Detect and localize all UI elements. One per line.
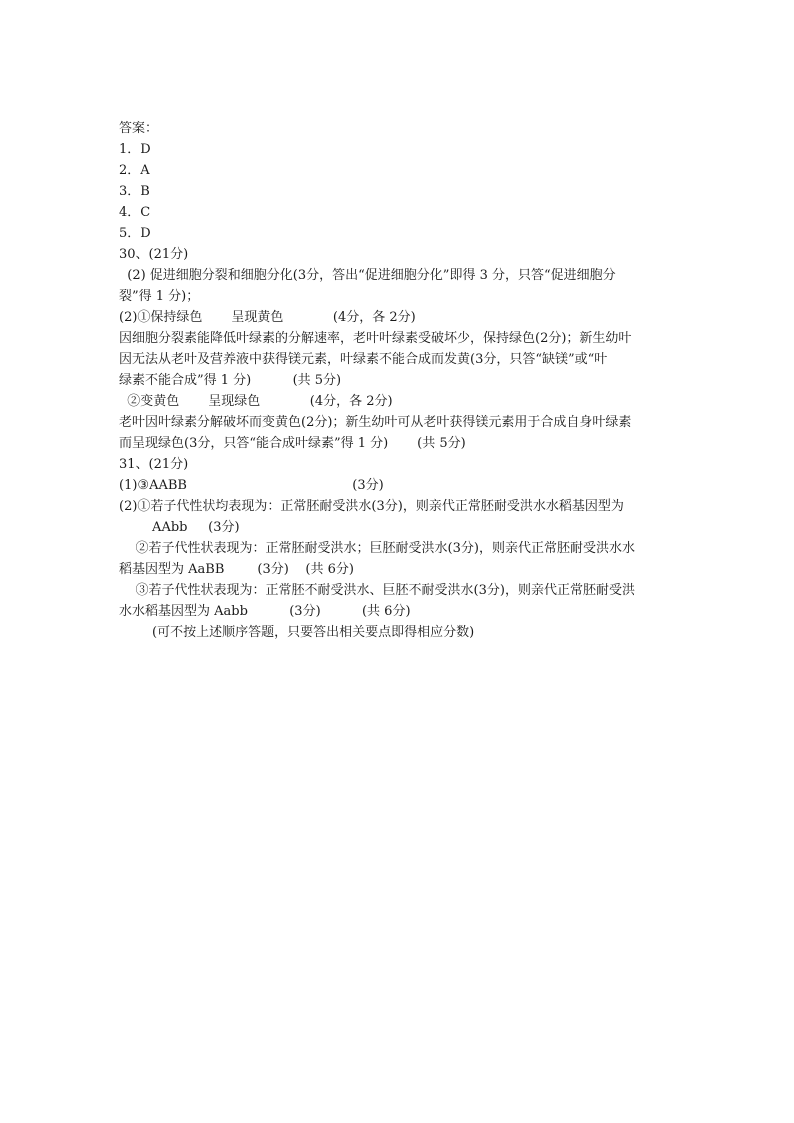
answer-line: 水水稻基因型为 Aabb (3分) (共 6分) <box>119 604 411 619</box>
question-heading: 30、(21分) <box>119 247 189 262</box>
answer-line: ②变黄色 呈现绿色 (4分，各 2分) <box>119 394 393 409</box>
answer-line: ③若子代性状表现为：正常胚不耐受洪水、巨胚不耐受洪水(3分)，则亲代正常胚耐受洪 <box>119 583 635 598</box>
answer-line: (2)①若子代性状均表现为：正常胚耐受洪水(3分)，则亲代正常胚耐受洪水水稻基因型为 <box>119 499 624 514</box>
answer-heading: 答案： <box>119 121 159 136</box>
answer-line: 绿素不能合成”得 1 分) (共 5分) <box>119 373 342 388</box>
answer-note: (可不按上述顺序答题，只要答出相关要点即得相应分数) <box>119 625 475 640</box>
answer-line: (2)①保持绿色 呈现黄色 (4分，各 2分) <box>119 310 416 325</box>
answer-line: (2) 促进细胞分裂和细胞分化(3分，答出“促进细胞分化”即得 3 分，只答“促进细胞分 <box>119 268 616 283</box>
answer-line: 3．B <box>119 184 150 199</box>
answer-line: 因细胞分裂素能降低叶绿素的分解速率，老叶叶绿素受破坏少，保持绿色(2分)；新生幼叶 <box>119 331 632 346</box>
answer-line: 而呈现绿色(3分，只答“能合成叶绿素”得 1 分) (共 5分) <box>119 436 466 451</box>
question-heading: 31、(21分) <box>119 457 189 472</box>
answer-line: 1．D <box>119 142 151 157</box>
answer-line: 老叶因叶绿素分解破坏而变黄色(2分)；新生幼叶可从老叶获得镁元素用于合成自身叶绿素 <box>119 415 632 430</box>
answer-line: (1)③AABB (3分) <box>119 478 384 493</box>
answer-line: 2．A <box>119 163 150 178</box>
answer-line: 稻基因型为 AaBB (3分) (共 6分) <box>119 562 354 577</box>
answer-line: 5．D <box>119 226 151 241</box>
answer-line: 裂”得 1 分)； <box>119 289 200 304</box>
answer-line: AAbb (3分) <box>119 520 240 535</box>
answer-line: ②若子代性状表现为：正常胚耐受洪水；巨胚耐受洪水(3分)，则亲代正常胚耐受洪水水 <box>119 541 635 556</box>
answer-line: 因无法从老叶及营养液中获得镁元素，叶绿素不能合成而发黄(3分，只答“缺镁”或“叶 <box>119 352 608 367</box>
answer-text-block <box>119 118 679 643</box>
answer-line: 4．C <box>119 205 151 220</box>
